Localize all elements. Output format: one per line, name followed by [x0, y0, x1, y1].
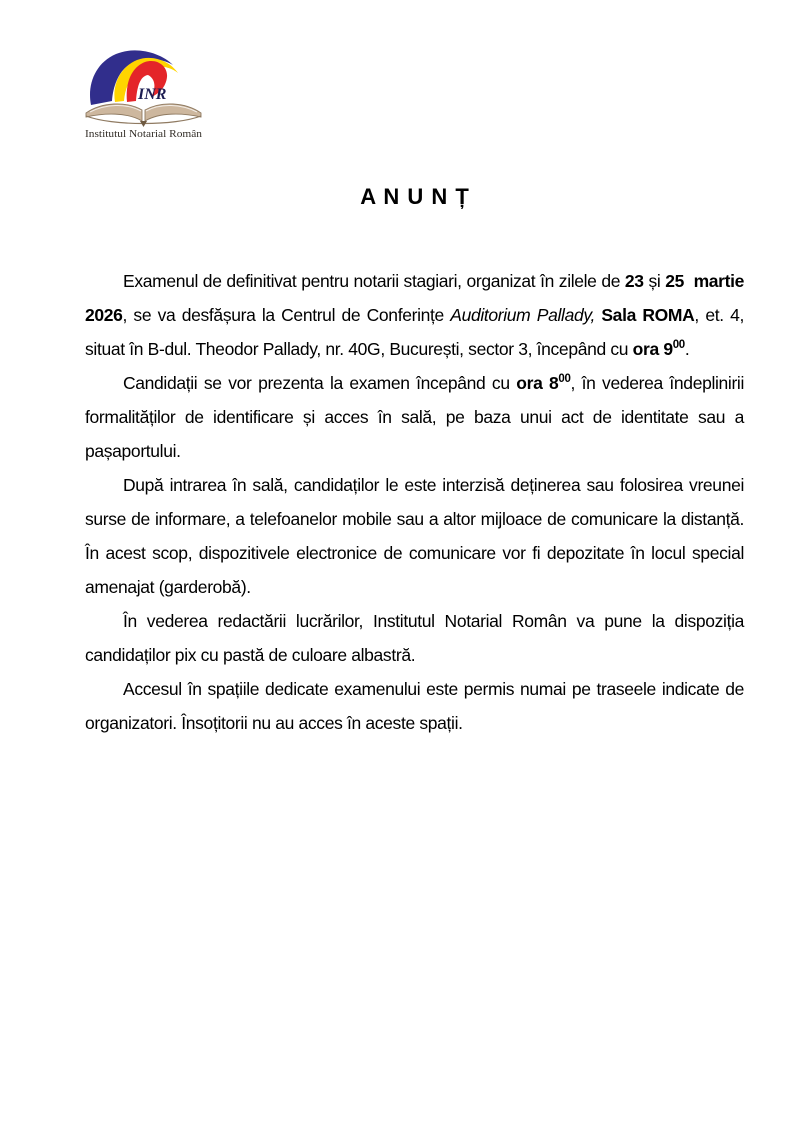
text-run: Accesul în spațiile dedicate examenului este permis numai pe traseele indicate de organizatori. Însoțitorii nu au acces în aceste spații.: [85, 679, 744, 733]
text-run: , se va desfășura la Centrul de Conferințe: [122, 305, 451, 325]
text-run: 25 martie 2026: [85, 271, 744, 325]
text-run: 00: [558, 373, 571, 385]
text-run: ora 8: [516, 373, 559, 393]
text-run: .: [684, 339, 690, 359]
text-run: În vederea redactării lucrărilor, Institutul Notarial Român va pune la dispoziția candidaților pix cu pastă de culoare albastră.: [85, 611, 744, 665]
logo-caption: Institutul Notarial Român: [85, 129, 203, 140]
text-run: Examenul de definitivat pentru notarii stagiari, organizat în zilele de: [123, 271, 625, 291]
paragraph: [85, 468, 744, 604]
paragraph: [85, 604, 744, 672]
inr-logo: [82, 48, 205, 140]
document-title: A N U N Ț: [360, 184, 470, 209]
text-run: După intrarea în sală, candidaților le este interzisă deținerea sau folosirea vreunei surse de informare, a telefoanelor mobile sau a altor mijloace de comunicare la distanță. În acest scop, dispozitivele electronice de comunicare vor fi depozitate în locul special amenajat (garderobă).: [85, 475, 744, 597]
text-run: , în vederea îndeplinirii formalităților de identificare și acces în sală, pe baza unui act de identitate sau a pașaportului.: [85, 373, 745, 461]
paragraph: [85, 366, 744, 468]
paragraph: [85, 672, 744, 740]
text-run: 00: [672, 339, 685, 351]
text-run: Sala ROMA: [601, 305, 695, 325]
text-run: Candidații se vor prezenta la examen începând cu: [123, 373, 517, 393]
logo-acronym: INR: [138, 86, 167, 103]
text-run: 23: [624, 271, 644, 291]
text-run: și: [643, 271, 666, 291]
text-run: ora 9: [632, 339, 673, 359]
document-body: [85, 264, 744, 740]
text-run: , et. 4, situat în B-dul. Theodor Pallady, nr. 40G, București, sector 3, începând cu: [85, 305, 745, 359]
text-run: Auditorium Pallady,: [450, 305, 595, 325]
paragraph: [85, 264, 744, 366]
